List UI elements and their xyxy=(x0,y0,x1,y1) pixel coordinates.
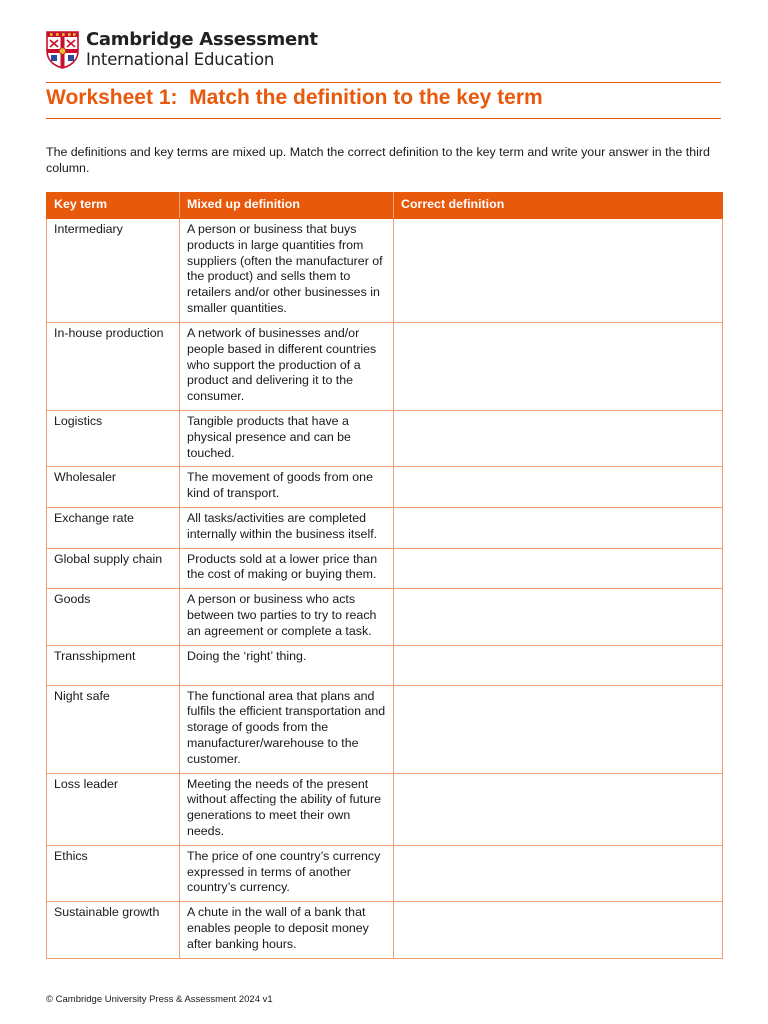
table-row xyxy=(47,219,723,323)
table-row xyxy=(47,548,723,589)
answer-cell[interactable] xyxy=(394,323,723,411)
mixed-definition-cell: Products sold at a lower price than the cost of making or buying them. xyxy=(180,548,394,589)
table-row xyxy=(47,645,723,685)
column-header-correct-definition: Correct definition xyxy=(394,193,723,219)
answer-cell[interactable] xyxy=(394,411,723,467)
table-row xyxy=(47,507,723,548)
table-header-row xyxy=(47,193,723,219)
mixed-definition-cell: A person or business who acts between two parties to try to reach an agreement or complete a task. xyxy=(180,589,394,645)
key-term-cell: In-house production xyxy=(47,323,180,411)
answer-cell[interactable] xyxy=(394,589,723,645)
title-top-rule xyxy=(46,82,721,83)
instructions-text: The definitions and key terms are mixed up. Match the correct definition to the key term and write your answer in the third column. xyxy=(46,145,710,175)
answer-cell[interactable] xyxy=(394,685,723,773)
cambridge-logo xyxy=(46,31,318,69)
key-term-cell: Ethics xyxy=(47,845,180,901)
logo-wordmark-line2: International Education xyxy=(86,50,275,69)
mixed-definition-cell: Tangible products that have a physical presence and can be touched. xyxy=(180,411,394,467)
table-row xyxy=(47,845,723,901)
mixed-definition-cell: A person or business that buys products in large quantities from suppliers (often the manufacturer of the product) and sells them to retailers and/or other businesses in smaller quantities. xyxy=(180,219,394,323)
key-term-cell: Intermediary xyxy=(47,219,180,323)
cambridge-crest-icon xyxy=(46,31,79,69)
answer-cell[interactable] xyxy=(394,548,723,589)
answer-cell[interactable] xyxy=(394,507,723,548)
answer-cell[interactable] xyxy=(394,845,723,901)
table-row xyxy=(47,323,723,411)
table-row xyxy=(47,685,723,773)
answer-cell[interactable] xyxy=(394,645,723,685)
mixed-definition-cell: The movement of goods from one kind of transport. xyxy=(180,467,394,508)
key-term-cell: Sustainable growth xyxy=(47,902,180,958)
key-term-cell: Night safe xyxy=(47,685,180,773)
mixed-definition-cell: Meeting the needs of the present without affecting the ability of future generations to meet their own needs. xyxy=(180,773,394,845)
table-row xyxy=(47,773,723,845)
column-header-mixed-definition: Mixed up definition xyxy=(180,193,394,219)
key-term-cell: Wholesaler xyxy=(47,467,180,508)
column-header-key-term: Key term xyxy=(47,193,180,219)
copyright-footer: © Cambridge University Press & Assessment 2024 v1 xyxy=(46,994,273,1005)
answer-cell[interactable] xyxy=(394,773,723,845)
mixed-definition-cell: The price of one country’s currency expressed in terms of another country’s currency. xyxy=(180,845,394,901)
mixed-definition-cell: The functional area that plans and fulfils the efficient transportation and storage of goods from the manufacturer/warehouse to the customer. xyxy=(180,685,394,773)
table-row xyxy=(47,411,723,467)
mixed-definition-cell: A chute in the wall of a bank that enables people to deposit money after banking hours. xyxy=(180,902,394,958)
table-row xyxy=(47,589,723,645)
worksheet-title: Worksheet 1: Match the definition to the key term xyxy=(46,86,543,109)
mixed-definition-cell: Doing the ‘right’ thing. xyxy=(180,645,394,685)
answer-cell[interactable] xyxy=(394,219,723,323)
key-term-cell: Transshipment xyxy=(47,645,180,685)
table-row xyxy=(47,467,723,508)
matching-table xyxy=(46,192,723,959)
answer-cell[interactable] xyxy=(394,467,723,508)
key-term-cell: Global supply chain xyxy=(47,548,180,589)
answer-cell[interactable] xyxy=(394,902,723,958)
mixed-definition-cell: A network of businesses and/or people based in different countries who support the production of a product and delivering it to the consumer. xyxy=(180,323,394,411)
key-term-cell: Goods xyxy=(47,589,180,645)
key-term-cell: Loss leader xyxy=(47,773,180,845)
key-term-cell: Exchange rate xyxy=(47,507,180,548)
table-row xyxy=(47,902,723,958)
title-bottom-rule xyxy=(46,118,721,119)
mixed-definition-cell: All tasks/activities are completed internally within the business itself. xyxy=(180,507,394,548)
logo-wordmark-line1: Cambridge Assessment xyxy=(86,29,318,50)
key-term-cell: Logistics xyxy=(47,411,180,467)
